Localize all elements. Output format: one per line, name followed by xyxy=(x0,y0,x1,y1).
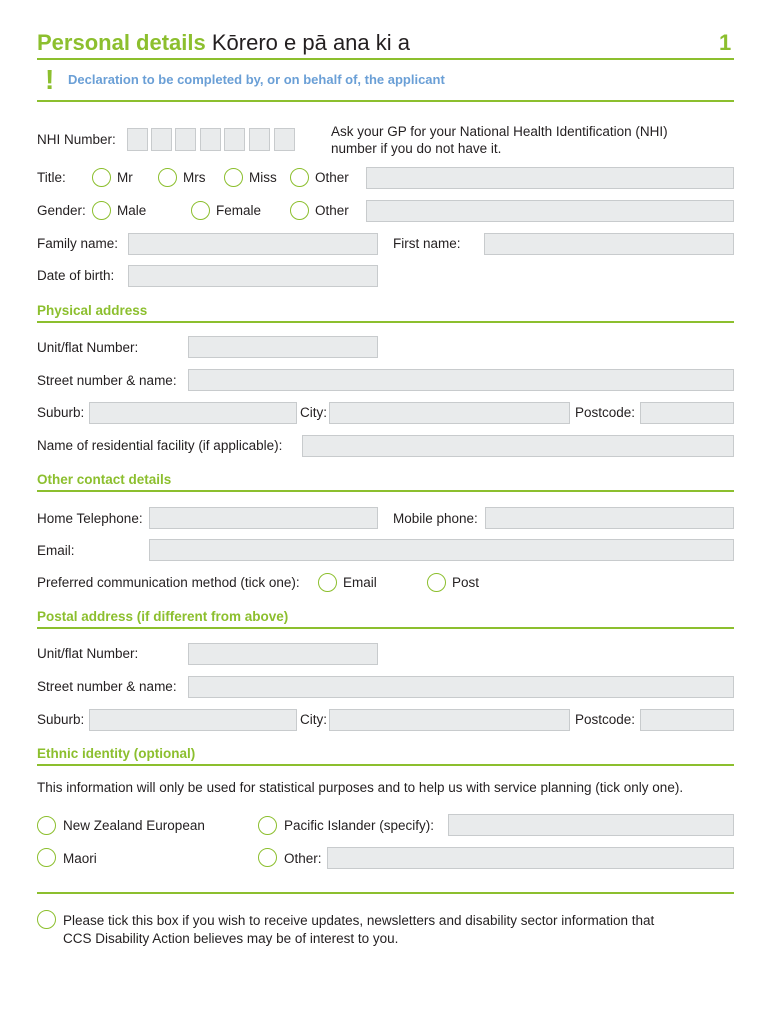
header-rule xyxy=(37,58,734,60)
nhi-digit-3[interactable] xyxy=(175,128,196,151)
physical-address-heading: Physical address xyxy=(37,303,148,318)
facility-label: Name of residential facility (if applicable): xyxy=(37,438,283,453)
ethnic-other-field[interactable] xyxy=(327,847,734,869)
nhi-digit-7[interactable] xyxy=(274,128,295,151)
physical-postcode-label: Postcode: xyxy=(575,405,636,420)
postal-street-field[interactable] xyxy=(188,676,734,698)
mobile-phone-field[interactable] xyxy=(485,507,734,529)
title-miss-radio[interactable] xyxy=(224,168,243,187)
contact-heading: Other contact details xyxy=(37,472,172,487)
postal-postcode-field[interactable] xyxy=(640,709,734,731)
consent-line1: Please tick this box if you wish to receive updates, newsletters and disability sector information that xyxy=(63,913,655,928)
postal-city-label: City: xyxy=(300,712,327,727)
family-name-label: Family name: xyxy=(37,236,119,251)
nhi-digit-6[interactable] xyxy=(249,128,270,151)
physical-city-label: City: xyxy=(300,405,327,420)
nhi-digit-5[interactable] xyxy=(224,128,245,151)
physical-suburb-field[interactable] xyxy=(89,402,297,424)
nhi-label: NHI Number: xyxy=(37,132,116,147)
home-phone-label: Home Telephone: xyxy=(37,511,143,526)
title-other-radio[interactable] xyxy=(290,168,309,187)
physical-unit-field[interactable] xyxy=(188,336,378,358)
nhi-digit-2[interactable] xyxy=(151,128,172,151)
gender-female-label: Female xyxy=(216,203,262,218)
pref-post-label: Post xyxy=(452,575,480,590)
postal-suburb-field[interactable] xyxy=(89,709,297,731)
first-name-field[interactable] xyxy=(484,233,734,255)
postal-address-heading: Postal address (if different from above) xyxy=(37,609,289,624)
family-name-field[interactable] xyxy=(128,233,378,255)
title-maori: Kōrero e pā ana ki a xyxy=(211,30,411,55)
pref-post-radio[interactable] xyxy=(427,573,446,592)
ethnic-other-radio[interactable] xyxy=(258,848,277,867)
facility-field[interactable] xyxy=(302,435,734,457)
declaration-rule xyxy=(37,100,734,102)
ethnic-nz-european-radio[interactable] xyxy=(37,816,56,835)
title-english: Personal details xyxy=(37,30,206,55)
nhi-digit-1[interactable] xyxy=(127,128,148,151)
gender-other-radio[interactable] xyxy=(290,201,309,220)
gender-male-radio[interactable] xyxy=(92,201,111,220)
physical-street-field[interactable] xyxy=(188,369,734,391)
gender-male-label: Male xyxy=(117,203,147,218)
postal-suburb-label: Suburb: xyxy=(37,712,85,727)
exclamation-icon: ! xyxy=(45,64,55,95)
gender-female-radio[interactable] xyxy=(191,201,210,220)
ethnic-pacific-label: Pacific Islander (specify): xyxy=(284,818,435,833)
ethnic-rule xyxy=(37,764,734,766)
pref-comm-label: Preferred communication method (tick one): xyxy=(37,575,300,590)
physical-rule xyxy=(37,321,734,323)
pref-email-radio[interactable] xyxy=(318,573,337,592)
email-field[interactable] xyxy=(149,539,734,561)
nhi-digit-4[interactable] xyxy=(200,128,221,151)
ethnic-intro: This information will only be used for statistical purposes and to help us with service planning (tick only one). xyxy=(37,780,684,795)
nhi-note-line1: Ask your GP for your National Health Identification (NHI) xyxy=(331,124,668,139)
ethnic-nz-european-label: New Zealand European xyxy=(63,818,205,833)
gender-label: Gender: xyxy=(37,203,86,218)
nhi-note-line2: number if you do not have it. xyxy=(331,141,502,156)
dob-label: Date of birth: xyxy=(37,268,115,283)
physical-postcode-field[interactable] xyxy=(640,402,734,424)
title-other-field[interactable] xyxy=(366,167,734,189)
first-name-label: First name: xyxy=(393,236,461,251)
gender-other-label: Other xyxy=(315,203,349,218)
ethnic-other-label: Other: xyxy=(284,851,322,866)
title-mrs-label: Mrs xyxy=(183,170,206,185)
title-mrs-radio[interactable] xyxy=(158,168,177,187)
title-mr-label: Mr xyxy=(117,170,133,185)
declaration-note: Declaration to be completed by, or on behalf of, the applicant xyxy=(68,72,445,87)
email-label: Email: xyxy=(37,543,75,558)
title-mr-radio[interactable] xyxy=(92,168,111,187)
ethnic-heading: Ethnic identity (optional) xyxy=(37,746,196,761)
dob-field[interactable] xyxy=(128,265,378,287)
physical-street-label: Street number & name: xyxy=(37,373,177,388)
page-number: 1 xyxy=(719,30,732,55)
postal-postcode-label: Postcode: xyxy=(575,712,636,727)
consent-line2: CCS Disability Action believes may be of interest to you. xyxy=(63,931,399,946)
ethnic-pacific-field[interactable] xyxy=(448,814,734,836)
page-title xyxy=(37,30,410,56)
postal-unit-label: Unit/flat Number: xyxy=(37,646,139,661)
title-other-label: Other xyxy=(315,170,349,185)
title-label: Title: xyxy=(37,170,66,185)
physical-suburb-label: Suburb: xyxy=(37,405,85,420)
postal-unit-field[interactable] xyxy=(188,643,378,665)
physical-city-field[interactable] xyxy=(329,402,570,424)
physical-unit-label: Unit/flat Number: xyxy=(37,340,139,355)
postal-street-label: Street number & name: xyxy=(37,679,177,694)
consent-rule xyxy=(37,892,734,894)
contact-rule xyxy=(37,490,734,492)
gender-other-field[interactable] xyxy=(366,200,734,222)
postal-rule xyxy=(37,627,734,629)
ethnic-maori-label: Maori xyxy=(63,851,97,866)
ethnic-maori-radio[interactable] xyxy=(37,848,56,867)
title-miss-label: Miss xyxy=(249,170,277,185)
ethnic-pacific-radio[interactable] xyxy=(258,816,277,835)
postal-city-field[interactable] xyxy=(329,709,570,731)
home-phone-field[interactable] xyxy=(149,507,378,529)
pref-email-label: Email xyxy=(343,575,377,590)
consent-radio[interactable] xyxy=(37,910,56,929)
mobile-phone-label: Mobile phone: xyxy=(393,511,478,526)
